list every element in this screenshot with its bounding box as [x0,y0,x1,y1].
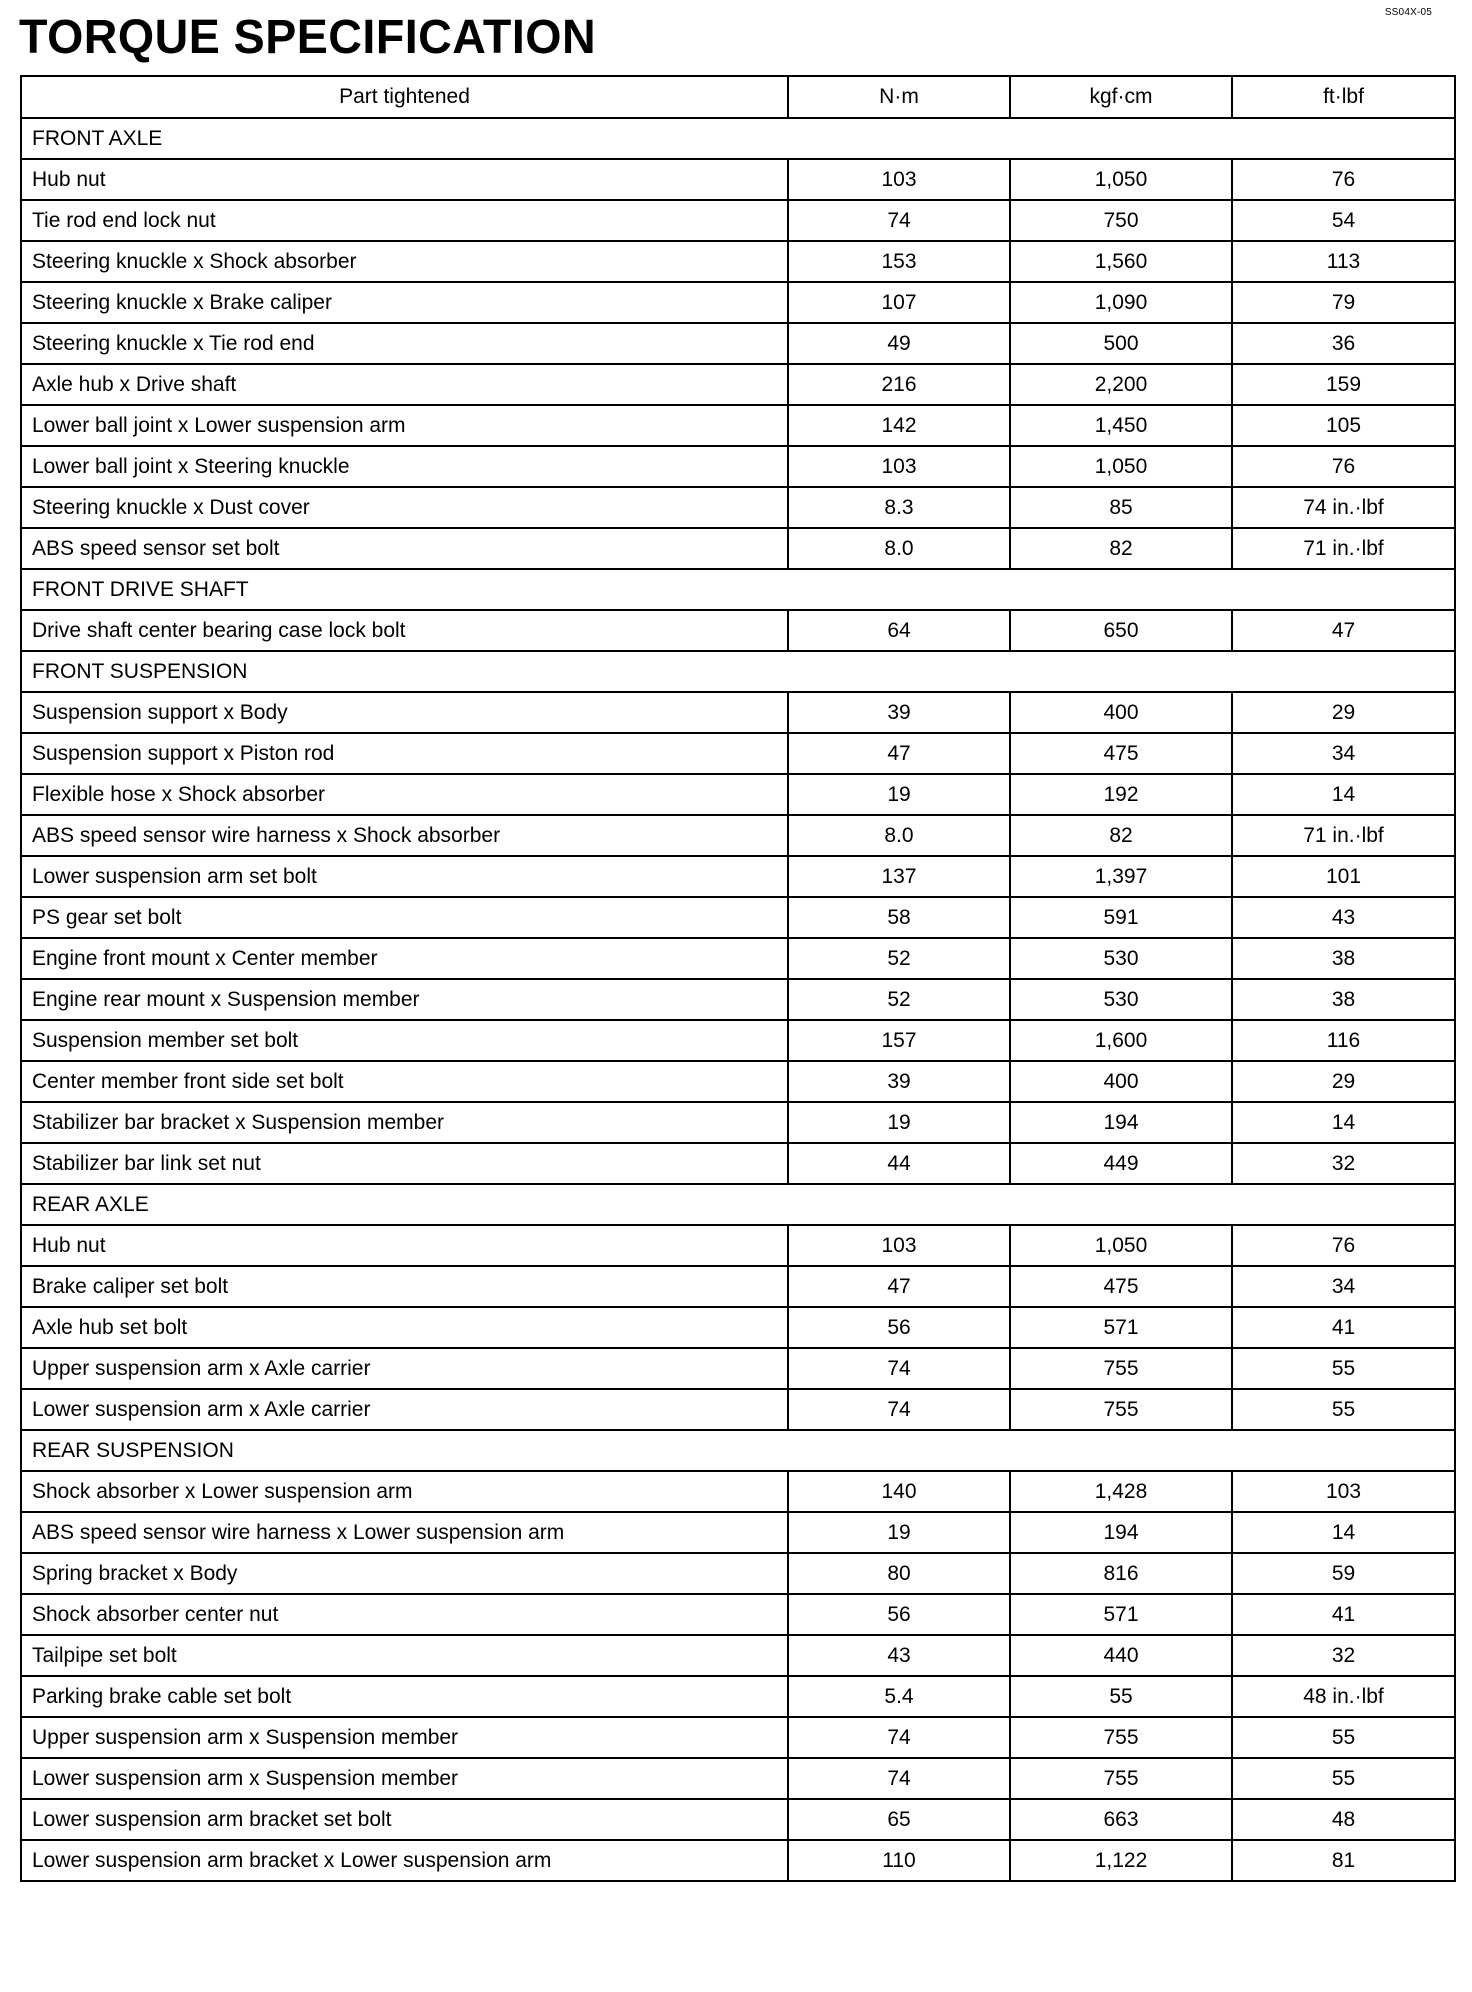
nm-cell: 74 [788,1389,1010,1430]
ft-lbf-cell: 71 in.·lbf [1232,528,1455,569]
part-cell: Shock absorber center nut [21,1594,788,1635]
ft-lbf-cell: 41 [1232,1307,1455,1348]
nm-cell: 56 [788,1594,1010,1635]
part-cell: Suspension support x Body [21,692,788,733]
ft-lbf-cell: 34 [1232,1266,1455,1307]
kgf-cm-cell: 82 [1010,528,1232,569]
ft-lbf-cell: 113 [1232,241,1455,282]
table-row [21,1143,1455,1184]
header-part-tightened: Part tightened [21,76,788,118]
ft-lbf-cell: 55 [1232,1389,1455,1430]
ft-lbf-cell: 55 [1232,1348,1455,1389]
part-cell: Brake caliper set bolt [21,1266,788,1307]
nm-cell: 74 [788,1758,1010,1799]
ft-lbf-cell: 48 in.·lbf [1232,1676,1455,1717]
section-header-row [21,118,1455,159]
part-cell: Upper suspension arm x Suspension member [21,1717,788,1758]
kgf-cm-cell: 192 [1010,774,1232,815]
table-row [21,692,1455,733]
ft-lbf-cell: 101 [1232,856,1455,897]
ft-lbf-cell: 74 in.·lbf [1232,487,1455,528]
ft-lbf-cell: 29 [1232,1061,1455,1102]
nm-cell: 74 [788,1717,1010,1758]
header-ft-lbf: ft·lbf [1232,76,1455,118]
kgf-cm-cell: 500 [1010,323,1232,364]
section-title: FRONT AXLE [21,118,1455,159]
kgf-cm-cell: 571 [1010,1594,1232,1635]
kgf-cm-cell: 400 [1010,1061,1232,1102]
ft-lbf-cell: 32 [1232,1635,1455,1676]
nm-cell: 52 [788,979,1010,1020]
kgf-cm-cell: 1,050 [1010,446,1232,487]
ft-lbf-cell: 14 [1232,1512,1455,1553]
ft-lbf-cell: 36 [1232,323,1455,364]
table-row [21,1061,1455,1102]
part-cell: PS gear set bolt [21,897,788,938]
kgf-cm-cell: 1,050 [1010,159,1232,200]
nm-cell: 64 [788,610,1010,651]
part-cell: ABS speed sensor wire harness x Shock absorber [21,815,788,856]
part-cell: Axle hub set bolt [21,1307,788,1348]
part-cell: Steering knuckle x Shock absorber [21,241,788,282]
kgf-cm-cell: 1,397 [1010,856,1232,897]
kgf-cm-cell: 650 [1010,610,1232,651]
nm-cell: 44 [788,1143,1010,1184]
part-cell: Lower ball joint x Lower suspension arm [21,405,788,446]
table-row [21,1676,1455,1717]
table-row [21,528,1455,569]
kgf-cm-cell: 1,050 [1010,1225,1232,1266]
ft-lbf-cell: 43 [1232,897,1455,938]
nm-cell: 153 [788,241,1010,282]
table-row [21,1553,1455,1594]
part-cell: ABS speed sensor wire harness x Lower suspension arm [21,1512,788,1553]
nm-cell: 74 [788,1348,1010,1389]
table-row [21,1389,1455,1430]
part-cell: Steering knuckle x Brake caliper [21,282,788,323]
part-cell: Shock absorber x Lower suspension arm [21,1471,788,1512]
table-row [21,200,1455,241]
part-cell: Axle hub x Drive shaft [21,364,788,405]
kgf-cm-cell: 194 [1010,1102,1232,1143]
table-row [21,241,1455,282]
table-row [21,1799,1455,1840]
section-title: REAR AXLE [21,1184,1455,1225]
nm-cell: 103 [788,1225,1010,1266]
nm-cell: 52 [788,938,1010,979]
ft-lbf-cell: 81 [1232,1840,1455,1881]
section-header-row [21,1430,1455,1471]
ft-lbf-cell: 38 [1232,938,1455,979]
nm-cell: 8.0 [788,815,1010,856]
ft-lbf-cell: 47 [1232,610,1455,651]
table-row [21,159,1455,200]
section-header-row [21,1184,1455,1225]
part-cell: Suspension member set bolt [21,1020,788,1061]
document-code: SS04X-05 [1384,7,1432,18]
table-row [21,610,1455,651]
ft-lbf-cell: 54 [1232,200,1455,241]
kgf-cm-cell: 1,560 [1010,241,1232,282]
kgf-cm-cell: 1,122 [1010,1840,1232,1881]
table-row [21,1635,1455,1676]
table-row [21,1594,1455,1635]
part-cell: ABS speed sensor set bolt [21,528,788,569]
nm-cell: 8.0 [788,528,1010,569]
nm-cell: 216 [788,364,1010,405]
part-cell: Tailpipe set bolt [21,1635,788,1676]
ft-lbf-cell: 29 [1232,692,1455,733]
ft-lbf-cell: 105 [1232,405,1455,446]
kgf-cm-cell: 755 [1010,1389,1232,1430]
table-row [21,364,1455,405]
section-header-row [21,651,1455,692]
kgf-cm-cell: 816 [1010,1553,1232,1594]
ft-lbf-cell: 76 [1232,446,1455,487]
part-cell: Tie rod end lock nut [21,200,788,241]
kgf-cm-cell: 1,600 [1010,1020,1232,1061]
part-cell: Lower suspension arm x Suspension member [21,1758,788,1799]
nm-cell: 74 [788,200,1010,241]
nm-cell: 49 [788,323,1010,364]
part-cell: Flexible hose x Shock absorber [21,774,788,815]
kgf-cm-cell: 750 [1010,200,1232,241]
table-row [21,1758,1455,1799]
table-row [21,1020,1455,1061]
part-cell: Parking brake cable set bolt [21,1676,788,1717]
part-cell: Spring bracket x Body [21,1553,788,1594]
part-cell: Hub nut [21,159,788,200]
ft-lbf-cell: 38 [1232,979,1455,1020]
header-kgf-cm: kgf·cm [1010,76,1232,118]
table-row [21,1307,1455,1348]
table-row [21,405,1455,446]
part-cell: Steering knuckle x Dust cover [21,487,788,528]
part-cell: Engine rear mount x Suspension member [21,979,788,1020]
kgf-cm-cell: 571 [1010,1307,1232,1348]
nm-cell: 107 [788,282,1010,323]
table-row [21,323,1455,364]
table-row [21,1266,1455,1307]
nm-cell: 47 [788,1266,1010,1307]
kgf-cm-cell: 475 [1010,733,1232,774]
kgf-cm-cell: 194 [1010,1512,1232,1553]
nm-cell: 56 [788,1307,1010,1348]
part-cell: Engine front mount x Center member [21,938,788,979]
table-row [21,1717,1455,1758]
nm-cell: 39 [788,1061,1010,1102]
table-row [21,1840,1455,1881]
ft-lbf-cell: 14 [1232,1102,1455,1143]
nm-cell: 8.3 [788,487,1010,528]
section-title: FRONT DRIVE SHAFT [21,569,1455,610]
part-cell: Lower suspension arm bracket set bolt [21,1799,788,1840]
kgf-cm-cell: 755 [1010,1348,1232,1389]
section-title: REAR SUSPENSION [21,1430,1455,1471]
ft-lbf-cell: 34 [1232,733,1455,774]
kgf-cm-cell: 591 [1010,897,1232,938]
table-body [21,118,1455,1881]
ft-lbf-cell: 14 [1232,774,1455,815]
ft-lbf-cell: 55 [1232,1717,1455,1758]
nm-cell: 5.4 [788,1676,1010,1717]
table-row [21,774,1455,815]
table-row [21,1225,1455,1266]
kgf-cm-cell: 755 [1010,1717,1232,1758]
ft-lbf-cell: 79 [1232,282,1455,323]
kgf-cm-cell: 440 [1010,1635,1232,1676]
table-row [21,897,1455,938]
part-cell: Drive shaft center bearing case lock bolt [21,610,788,651]
ft-lbf-cell: 103 [1232,1471,1455,1512]
ft-lbf-cell: 55 [1232,1758,1455,1799]
ft-lbf-cell: 48 [1232,1799,1455,1840]
kgf-cm-cell: 2,200 [1010,364,1232,405]
header-nm: N·m [788,76,1010,118]
nm-cell: 19 [788,774,1010,815]
kgf-cm-cell: 1,450 [1010,405,1232,446]
nm-cell: 43 [788,1635,1010,1676]
kgf-cm-cell: 85 [1010,487,1232,528]
ft-lbf-cell: 59 [1232,1553,1455,1594]
part-cell: Stabilizer bar bracket x Suspension member [21,1102,788,1143]
ft-lbf-cell: 32 [1232,1143,1455,1184]
part-cell: Suspension support x Piston rod [21,733,788,774]
section-title: FRONT SUSPENSION [21,651,1455,692]
nm-cell: 157 [788,1020,1010,1061]
table-row [21,487,1455,528]
kgf-cm-cell: 449 [1010,1143,1232,1184]
table-row [21,1348,1455,1389]
ft-lbf-cell: 76 [1232,1225,1455,1266]
nm-cell: 142 [788,405,1010,446]
table-row [21,1512,1455,1553]
part-cell: Hub nut [21,1225,788,1266]
nm-cell: 39 [788,692,1010,733]
kgf-cm-cell: 530 [1010,938,1232,979]
part-cell: Lower suspension arm set bolt [21,856,788,897]
table-row [21,282,1455,323]
table-row [21,856,1455,897]
ft-lbf-cell: 71 in.·lbf [1232,815,1455,856]
nm-cell: 80 [788,1553,1010,1594]
ft-lbf-cell: 76 [1232,159,1455,200]
ft-lbf-cell: 116 [1232,1020,1455,1061]
ft-lbf-cell: 41 [1232,1594,1455,1635]
part-cell: Center member front side set bolt [21,1061,788,1102]
kgf-cm-cell: 663 [1010,1799,1232,1840]
part-cell: Upper suspension arm x Axle carrier [21,1348,788,1389]
table-header-row [21,76,1455,118]
ft-lbf-cell: 159 [1232,364,1455,405]
kgf-cm-cell: 475 [1010,1266,1232,1307]
part-cell: Steering knuckle x Tie rod end [21,323,788,364]
kgf-cm-cell: 400 [1010,692,1232,733]
nm-cell: 103 [788,446,1010,487]
kgf-cm-cell: 755 [1010,1758,1232,1799]
part-cell: Stabilizer bar link set nut [21,1143,788,1184]
table-row [21,1102,1455,1143]
table-row [21,979,1455,1020]
kgf-cm-cell: 82 [1010,815,1232,856]
table-row [21,1471,1455,1512]
table-row [21,815,1455,856]
nm-cell: 103 [788,159,1010,200]
table-row [21,733,1455,774]
nm-cell: 137 [788,856,1010,897]
section-header-row [21,569,1455,610]
nm-cell: 110 [788,1840,1010,1881]
nm-cell: 19 [788,1512,1010,1553]
page-title: TORQUE SPECIFICATION [19,11,597,64]
nm-cell: 65 [788,1799,1010,1840]
part-cell: Lower ball joint x Steering knuckle [21,446,788,487]
torque-specification-table [20,75,1456,1882]
kgf-cm-cell: 1,090 [1010,282,1232,323]
kgf-cm-cell: 1,428 [1010,1471,1232,1512]
table-row [21,938,1455,979]
part-cell: Lower suspension arm bracket x Lower suspension arm [21,1840,788,1881]
part-cell: Lower suspension arm x Axle carrier [21,1389,788,1430]
nm-cell: 140 [788,1471,1010,1512]
nm-cell: 47 [788,733,1010,774]
nm-cell: 19 [788,1102,1010,1143]
table-row [21,446,1455,487]
kgf-cm-cell: 55 [1010,1676,1232,1717]
nm-cell: 58 [788,897,1010,938]
kgf-cm-cell: 530 [1010,979,1232,1020]
